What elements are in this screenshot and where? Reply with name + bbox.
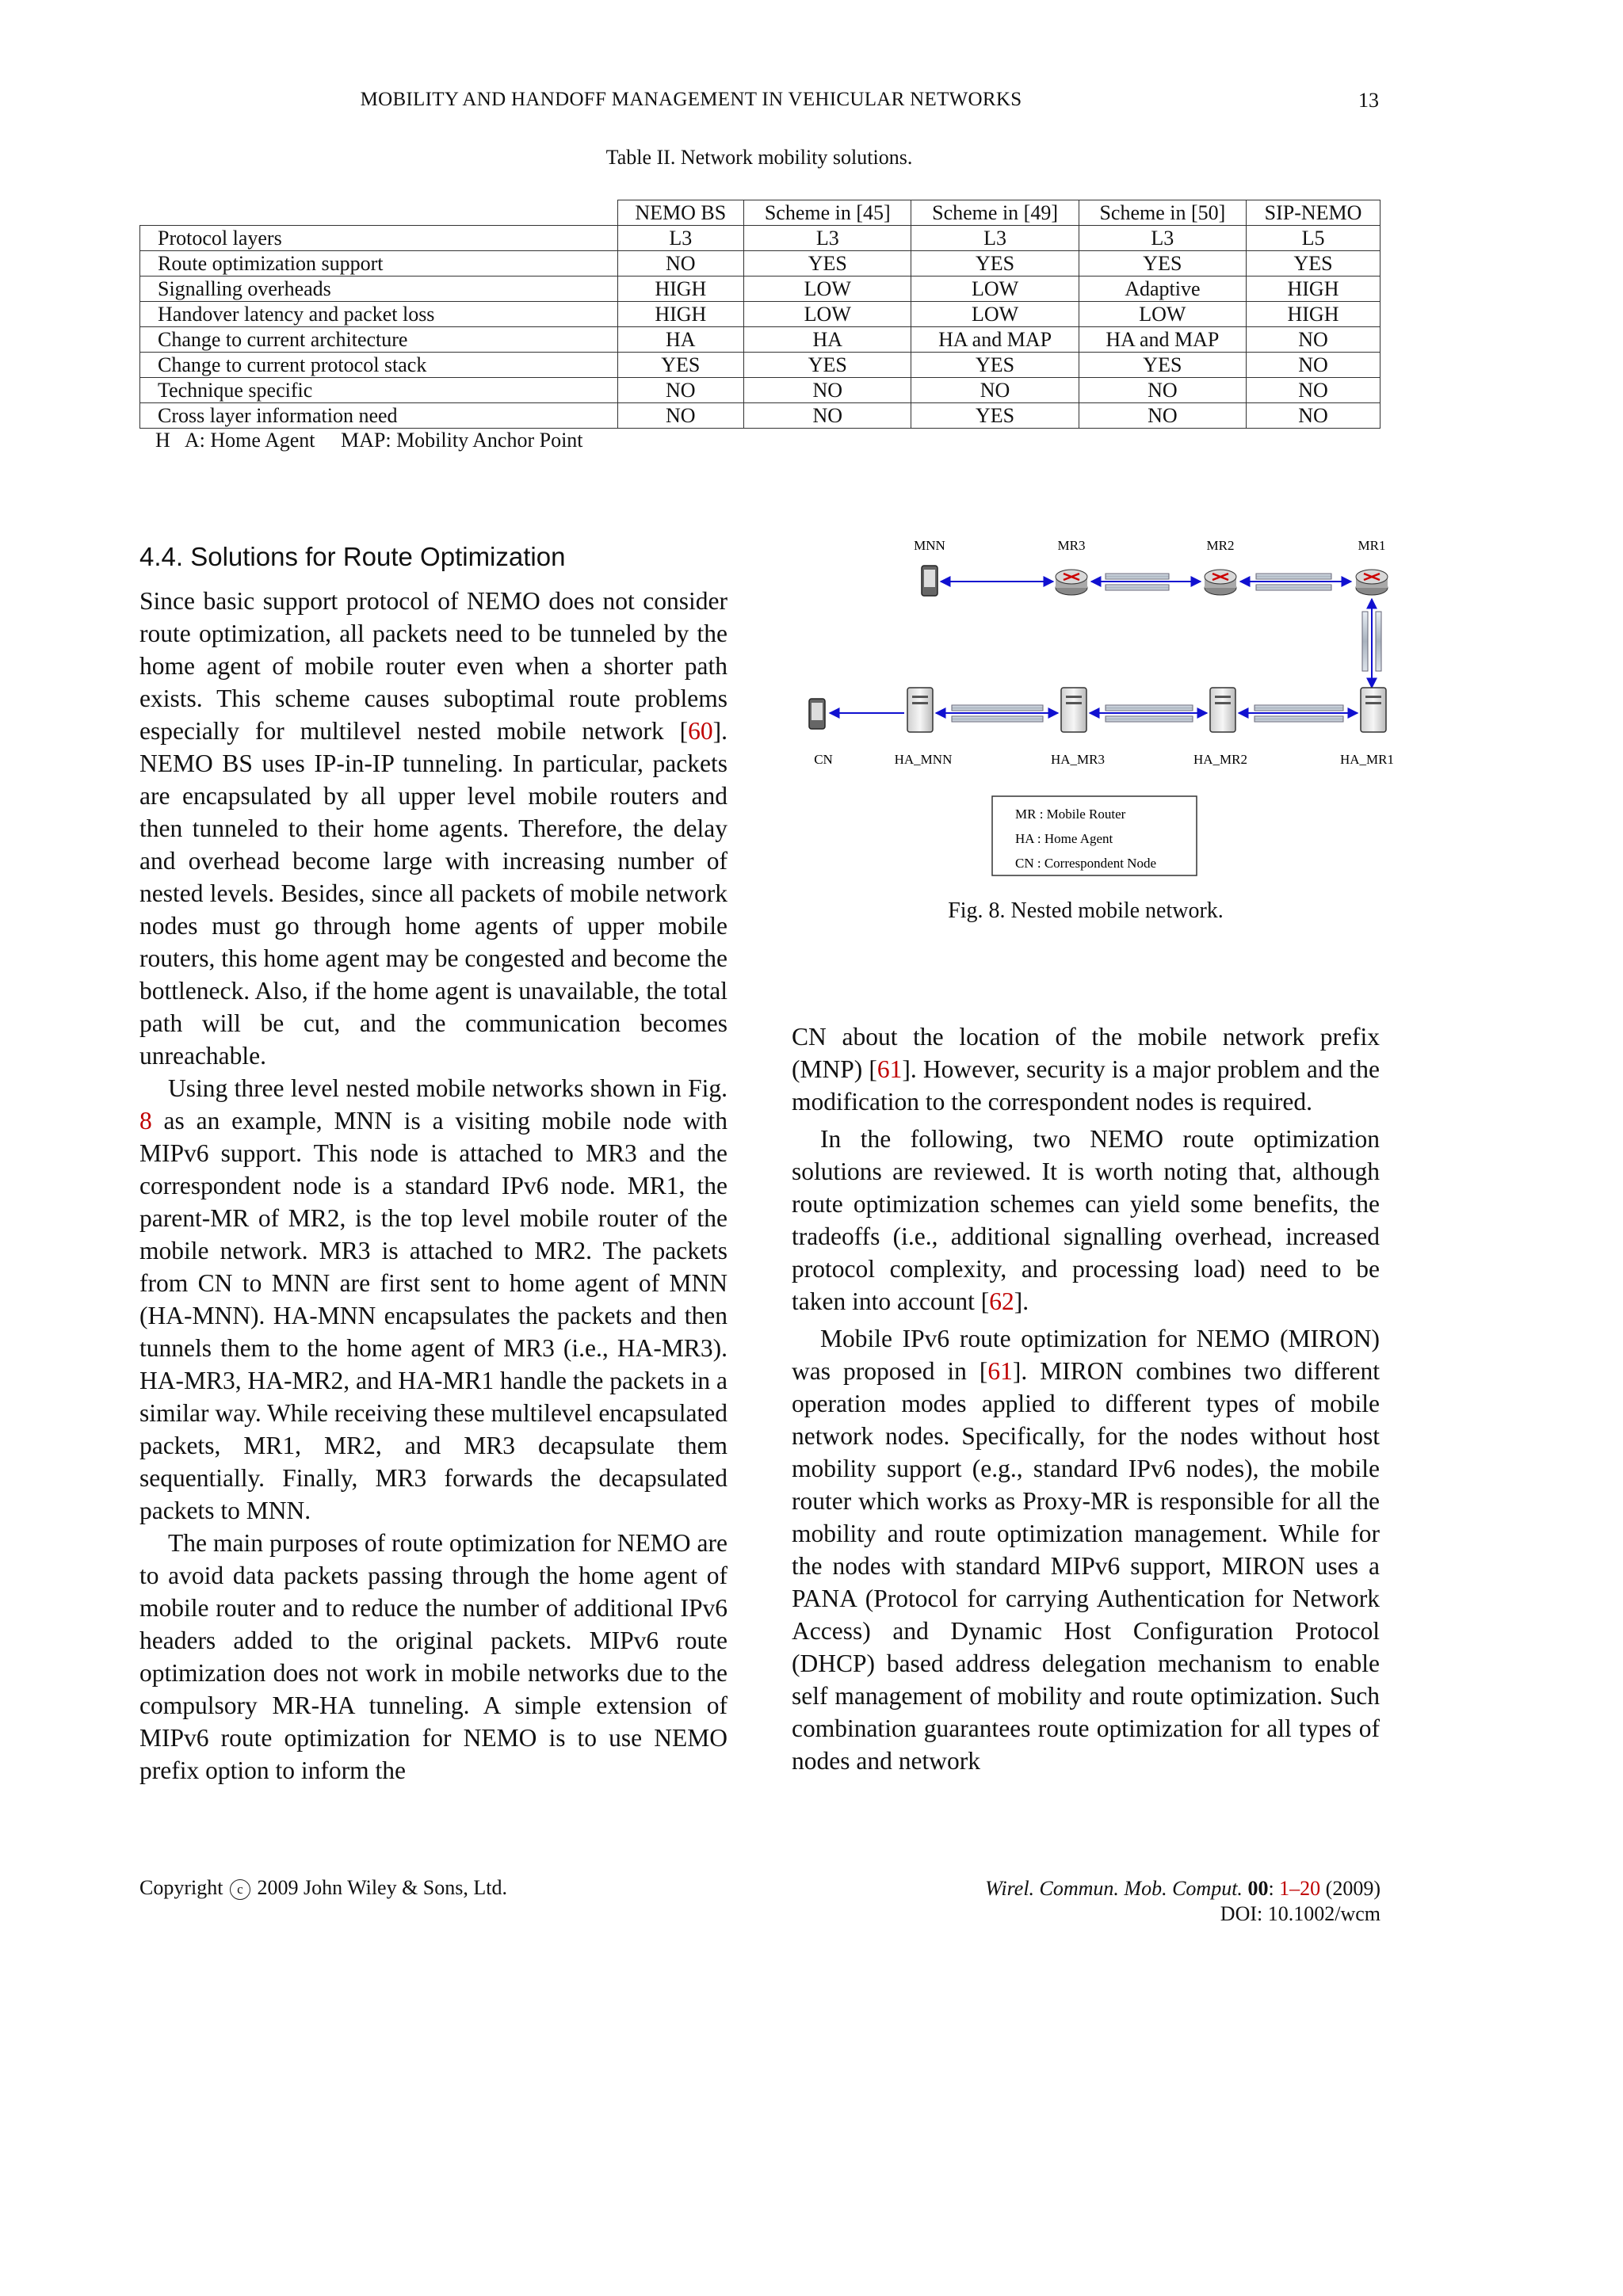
column-header: SIP-NEMO xyxy=(1247,200,1381,226)
table-cell: NO xyxy=(617,378,744,403)
table-cell: NO xyxy=(1247,327,1381,353)
table-cell: HA and MAP xyxy=(1079,327,1246,353)
table-cell: NO xyxy=(911,378,1079,403)
table-cell: YES xyxy=(1079,353,1246,378)
node-label-ha-mr3: HA_MR3 xyxy=(1050,752,1106,767)
table-cell: HIGH xyxy=(1247,302,1381,327)
text-run: Since basic support protocol of NEMO does not consider route optimization, all packets need to be tunneled by the home agent of mobile router even when a shorter path exists. This scheme causes suboptimal route problems especially for multilevel nested mobile network [ xyxy=(139,587,727,745)
row-label: Signalling overheads xyxy=(140,277,618,302)
table-cell: NO xyxy=(744,378,911,403)
node-label-ha-mr2: HA_MR2 xyxy=(1193,752,1248,767)
mobility-solutions-table xyxy=(139,200,1381,429)
citation-link[interactable]: 60 xyxy=(688,717,713,745)
text-run: ]. However, security is a major problem and the modification to the correspondent nodes is required. xyxy=(792,1055,1381,1116)
text-run: Mobile IPv6 route optimization for NEMO (MIRON) was proposed in [ xyxy=(792,1325,1380,1385)
table-cell: NO xyxy=(1079,378,1246,403)
copyright-symbol: c xyxy=(230,1879,250,1900)
table-corner-cell xyxy=(140,200,618,226)
table-cell: YES xyxy=(744,251,911,277)
table-cell: YES xyxy=(1247,251,1381,277)
table-cell: L3 xyxy=(1079,226,1246,251)
table-cell: HIGH xyxy=(1247,277,1381,302)
table-cell: L3 xyxy=(744,226,911,251)
page-link[interactable]: 1 xyxy=(1279,1877,1290,1900)
text-run: Using three level nested mobile networks shown in Fig. xyxy=(168,1074,727,1102)
column-header: Scheme in [49] xyxy=(911,200,1079,226)
text-run: In the following, two NEMO route optimization solutions are reviewed. It is worth noting that, although route optimization schemes can yield some benefits, the tradeoffs (i.e., additional signalling overhead, increased protocol complexity, and processing load) need to be taken into account [ xyxy=(792,1125,1380,1315)
row-label: Technique specific xyxy=(140,378,618,403)
server-icon-ha-mr3 xyxy=(1061,688,1086,732)
row-label: Cross layer information need xyxy=(140,403,618,429)
figure-legend xyxy=(992,796,1197,875)
table-cell: NO xyxy=(617,251,744,277)
table-cell: NO xyxy=(617,403,744,429)
table-cell: YES xyxy=(911,251,1079,277)
section-heading: 4.4. Solutions for Route Optimization xyxy=(139,542,566,571)
table-cell: NO xyxy=(1079,403,1246,429)
table-cell: L5 xyxy=(1247,226,1381,251)
citation-link[interactable]: 61 xyxy=(876,1055,903,1083)
right-column xyxy=(792,1020,1380,1777)
table-row xyxy=(140,353,1381,378)
table-row xyxy=(140,327,1381,353)
router-icon-mr1 xyxy=(1356,570,1388,595)
node-label-ha-mr1: HA_MR1 xyxy=(1339,752,1395,767)
journal-name: Wirel. Commun. Mob. Comput. xyxy=(985,1877,1243,1900)
text-run: CN about the location of the mobile network prefix (MNP) [ xyxy=(792,1023,1380,1083)
table-cell: HA and MAP xyxy=(911,327,1079,353)
figure-link[interactable]: 8 xyxy=(139,1107,152,1135)
table-body xyxy=(140,226,1381,429)
table-cell: YES xyxy=(744,353,911,378)
text-run: ]. xyxy=(1014,1287,1029,1315)
copyright-suffix: 2009 John Wiley & Sons, Ltd. xyxy=(257,1876,507,1899)
table-cell: YES xyxy=(617,353,744,378)
table-cell: NO xyxy=(1247,353,1381,378)
running-header: MOBILITY AND HANDOFF MANAGEMENT IN VEHICULAR NETWORKS xyxy=(360,89,1022,110)
node-label-mr3: MR3 xyxy=(1057,538,1086,553)
paragraph xyxy=(139,1072,727,1527)
network-diagram xyxy=(796,532,1399,905)
doi: DOI: 10.1002/wcm xyxy=(1220,1902,1381,1925)
server-icon-ha-mr1 xyxy=(1361,688,1386,732)
copyright-prefix: Copyright xyxy=(139,1876,223,1899)
text-run: as an example, MNN is a visiting mobile node with MIPv6 support. This node is attached to MR3 and the correspondent node is a standard IPv6 node. MR1, the parent-MR of MR2, is the top level mobile router of the mobile network. MR3 is attached to MR2. The packets from CN to MNN are first sent to home agent of MNN (HA-MNN). HA-MNN encapsulates the packets and then tunnels them to the home agent of MR3 (i.e., HA-MR3). HA-MR3, HA-MR2, and HA-MR1 handle the packets in a similar way. While receiving these multilevel encapsulated packets, MR1, MR2, and MR3 decapsulate them sequentially. Finally, MR3 forwards the decapsulated packets to MNN. xyxy=(139,1107,727,1524)
table-cell: LOW xyxy=(911,302,1079,327)
legend-item: CN : Correspondent Node xyxy=(1015,856,1157,871)
node-label-mr2: MR2 xyxy=(1206,538,1235,553)
router-icon-mr2 xyxy=(1205,570,1236,595)
table-cell: NO xyxy=(744,403,911,429)
table-row xyxy=(140,226,1381,251)
column-header: Scheme in [45] xyxy=(744,200,911,226)
legend-item: MR : Mobile Router xyxy=(1015,807,1126,822)
journal-line: Wirel. Commun. Mob. Comput. 00: 1–20 (2009) xyxy=(985,1877,1381,1900)
paragraph xyxy=(139,585,727,1072)
journal-citation xyxy=(872,1876,1381,1927)
vertical-link xyxy=(1362,599,1381,688)
figure-nested-mobile-network xyxy=(796,532,1399,905)
table-footnote: H A: Home Agent MAP: Mobility Anchor Point xyxy=(155,429,583,452)
paragraph: The main purposes of route optimization for NEMO are to avoid data packets passing through the home agent of mobile router and to reduce the number of additional IPv6 headers added to the original packets. MIPv6 route optimization does not work in mobile networks due to the compulsory MR-HA tunneling. A simple extension of MIPv6 route optimization for NEMO is to use NEMO prefix option to inform the xyxy=(139,1529,727,1784)
table-cell: L3 xyxy=(617,226,744,251)
paragraph xyxy=(792,1322,1380,1777)
row-label: Protocol layers xyxy=(140,226,618,251)
node-label-cn: CN xyxy=(814,752,833,767)
table-cell: LOW xyxy=(1079,302,1246,327)
top-links xyxy=(941,574,1351,590)
table-row xyxy=(140,378,1381,403)
row-label: Change to current architecture xyxy=(140,327,618,353)
node-label-mr1: MR1 xyxy=(1358,538,1386,553)
node-label-ha-mnn: HA_MNN xyxy=(894,752,953,767)
journal-year: (2009) xyxy=(1325,1877,1381,1900)
journal-volume: 00 xyxy=(1247,1877,1269,1900)
table-cell: HIGH xyxy=(617,277,744,302)
paragraph xyxy=(792,1020,1380,1118)
text-run: ]. NEMO BS uses IP-in-IP tunneling. In particular, packets are encapsulated by all upper level mobile routers and then tunneled to their home agents. Therefore, the delay and overhead become large with increasing number of nested levels. Besides, since all packets of mobile network nodes must go through home agents of upper mobile routers, this home agent may be congested and become the bottleneck. Also, if the home agent is unavailable, the total path will be cut, and the communication becomes unreachable. xyxy=(139,717,727,1070)
text-run: ]. MIRON combines two different operation modes applied to different types of mobile network nodes. Specifically, for the nodes without host mobility support (e.g., standard IPv6 nodes), the mobile router which works as Proxy-MR is responsible for all the mobility and route optimization management. While for the nodes with standard MIPv6 support, MIRON uses a PANA (Protocol for carrying Authentication for Network Access) and Dynamic Host Configuration Protocol (DHCP) based address delegation mechanism to enable self management of mobility and route optimization. Such combination guarantees route optimization for all types of nodes and network xyxy=(792,1357,1380,1775)
column-header: Scheme in [50] xyxy=(1079,200,1246,226)
table-row xyxy=(140,277,1381,302)
router-icon-mr3 xyxy=(1056,570,1087,595)
left-column xyxy=(139,585,727,1787)
table-cell: LOW xyxy=(911,277,1079,302)
cn-device-icon xyxy=(809,699,825,729)
table-cell: HA xyxy=(617,327,744,353)
figure-caption: Fig. 8. Nested mobile network. xyxy=(948,898,1224,923)
table-row xyxy=(140,251,1381,277)
table-cell: NO xyxy=(1247,403,1381,429)
table-row xyxy=(140,302,1381,327)
legend-item: HA : Home Agent xyxy=(1015,831,1113,846)
table-cell: LOW xyxy=(744,277,911,302)
server-icon-ha-mnn xyxy=(907,688,933,732)
table-cell: NO xyxy=(1247,378,1381,403)
page-link[interactable]: 20 xyxy=(1300,1877,1321,1900)
row-label: Change to current protocol stack xyxy=(140,353,618,378)
row-label: Handover latency and packet loss xyxy=(140,302,618,327)
row-label: Route optimization support xyxy=(140,251,618,277)
table-cell: HA xyxy=(744,327,911,353)
copyright-notice xyxy=(139,1876,507,1900)
table-row xyxy=(140,403,1381,429)
server-icon-ha-mr2 xyxy=(1210,688,1235,732)
table-cell: HIGH xyxy=(617,302,744,327)
table-cell: YES xyxy=(911,353,1079,378)
table-cell: LOW xyxy=(744,302,911,327)
table-cell: L3 xyxy=(911,226,1079,251)
table-cell: Adaptive xyxy=(1079,277,1246,302)
citation-link[interactable]: 62 xyxy=(989,1287,1014,1315)
table-header-row xyxy=(140,200,1381,226)
table-cell: YES xyxy=(1079,251,1246,277)
column-header: NEMO BS xyxy=(617,200,744,226)
paragraph xyxy=(792,1123,1380,1318)
table-cell: YES xyxy=(911,403,1079,429)
mnn-device-icon xyxy=(922,566,938,596)
table-caption: Table II. Network mobility solutions. xyxy=(605,146,913,169)
page-number: 13 xyxy=(1358,89,1379,112)
node-label-mnn: MNN xyxy=(914,538,945,553)
citation-link[interactable]: 61 xyxy=(987,1357,1013,1385)
